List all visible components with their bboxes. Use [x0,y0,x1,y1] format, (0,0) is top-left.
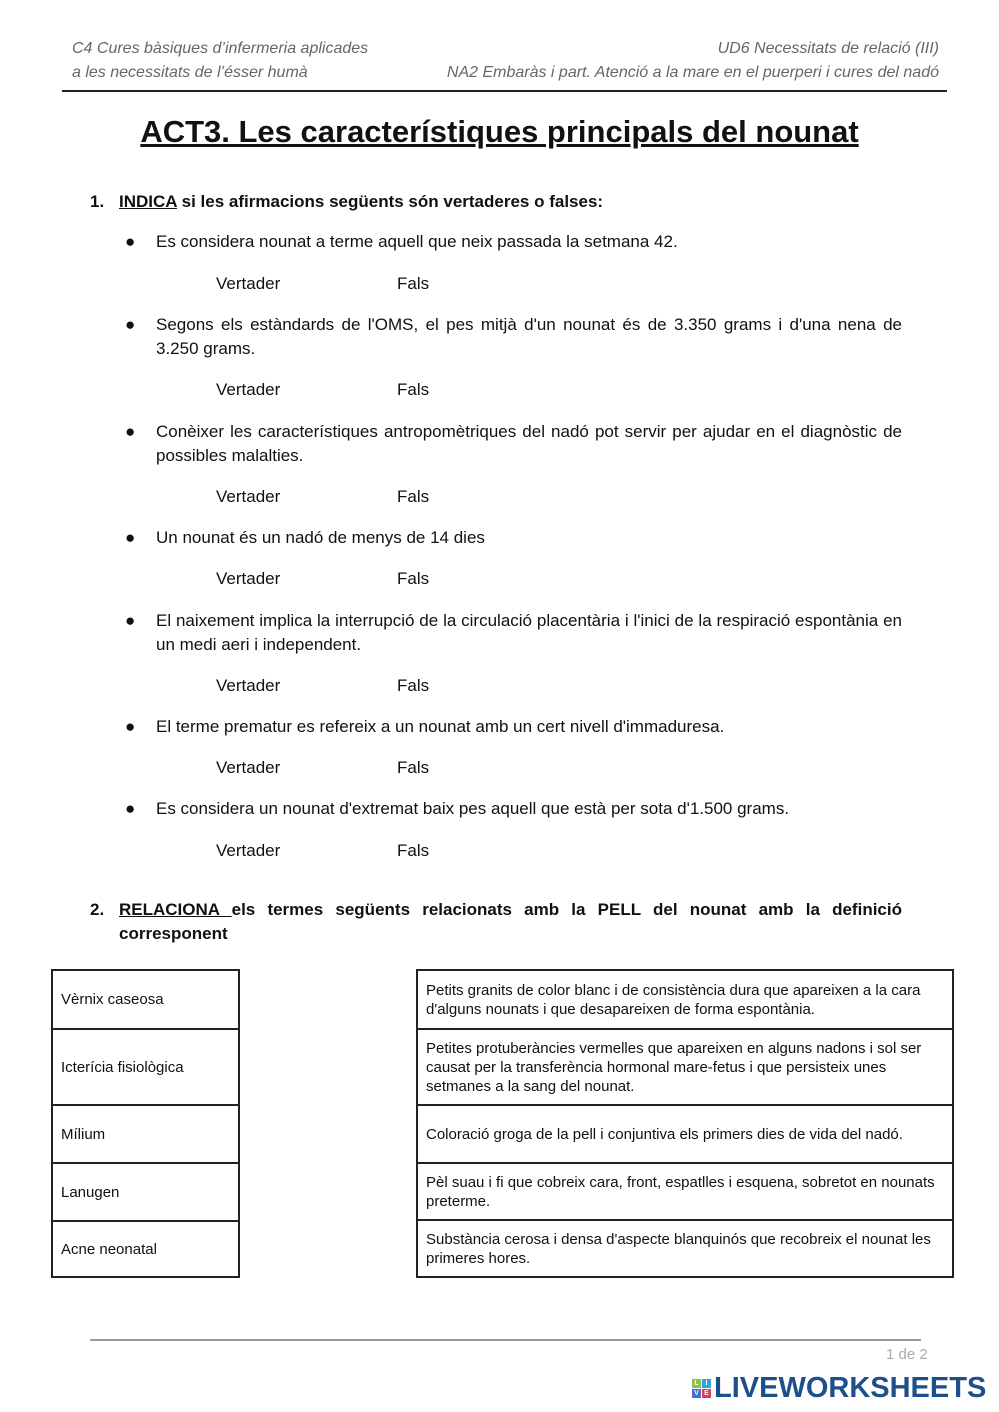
header-course-sub: a les necessitats de l’ésser humà [72,64,308,81]
definition-cell[interactable]: Petits granits de color blanc i de consistència dura que apareixen a la cara d'alguns nounats i que desapareixen de forma espontània. [417,970,953,1029]
statement [125,797,902,821]
page-title: ACT3. Les característiques principals del nounat [140,114,859,149]
footer-divider [90,1339,921,1341]
header-right [447,37,939,85]
option-true[interactable]: Vertader [216,380,281,399]
header-unit: UD6 Necessitats de relació (III) [717,40,939,57]
option-false[interactable]: Fals [397,380,430,399]
statement-text: Es considera un nounat d'extremat baix pes aquell que està per sota d'1.500 grams. [156,799,790,818]
header-divider [62,90,947,92]
question-1 [90,190,902,214]
option-false[interactable]: Fals [397,841,430,860]
option-true[interactable]: Vertader [216,758,281,777]
option-false[interactable]: Fals [397,487,430,506]
statement [125,230,902,254]
term-cell[interactable]: Vèrnix caseosa [52,970,239,1029]
term-cell[interactable]: Icterícia fisiològica [52,1029,239,1105]
option-false[interactable]: Fals [397,569,430,588]
bullet-icon: ● [125,315,136,334]
logo-letter: V [692,1389,701,1398]
statement [125,609,902,657]
header-left [72,37,368,85]
option-false[interactable]: Fals [397,274,430,293]
header-topic: NA2 Embaràs i part. Atenció a la mare en el puerperi i cures del nadó [446,64,939,81]
question-keyword: INDICA [119,192,177,211]
option-true[interactable]: Vertader [216,676,281,695]
option-true[interactable]: Vertader [216,841,281,860]
definition-cell[interactable]: Petites protuberàncies vermelles que apareixen en alguns nadons i sol ser causat per la transferència hormonal mare-fetus i que persisteix unes setmanes a la sang del nounat. [417,1029,953,1105]
logo-text: LIVEWORKSHEETS [714,1372,987,1404]
statement [125,420,902,468]
term-cell[interactable]: Mílium [52,1105,239,1163]
statement-text: El naixement implica la interrupció de la circulació placentària i l'inici de la respiració espontània en un medi aeri i independent. [156,611,902,654]
definition-cell[interactable]: Coloració groga de la pell i conjuntiva els primers dies de vida del nadó. [417,1105,953,1163]
statement-text: Conèixer les característiques antropomètriques del nadó pot servir per ajudar en el diagnòstic de possibles malalties. [156,422,902,465]
logo-letter: E [702,1389,711,1398]
question-keyword: RELACIONA [119,900,232,919]
term-cell[interactable]: Lanugen [52,1163,239,1221]
header-course: C4 Cures bàsiques d’infermeria aplicades [72,40,369,57]
option-false[interactable]: Fals [397,676,430,695]
statement-text: El terme prematur es refereix a un nounat amb un cert nivell d'immaduresa. [156,717,725,736]
terms-table [51,969,240,1278]
bullet-icon: ● [125,232,136,251]
definitions-table [416,969,954,1278]
statement-text: Es considera nounat a terme aquell que neix passada la setmana 42. [156,232,678,251]
definition-cell[interactable]: Pèl suau i fi que cobreix cara, front, espatlles i esquena, sobretot en nounats preterme. [417,1163,953,1220]
question-text: si les afirmacions següents són vertaderes o falses: [176,192,604,211]
logo-icon [692,1379,711,1398]
bullet-icon: ● [125,611,136,630]
statement [125,313,902,361]
option-true[interactable]: Vertader [216,487,281,506]
page-number: 1 de 2 [886,1346,928,1363]
liveworksheets-logo [692,1372,986,1404]
logo-letter: I [702,1379,711,1388]
option-false[interactable]: Fals [397,758,430,777]
bullet-icon: ● [125,422,136,441]
question-2 [90,898,902,946]
bullet-icon: ● [125,528,136,547]
term-cell[interactable]: Acne neonatal [52,1221,239,1277]
bullet-icon: ● [125,799,136,818]
statement [125,715,902,739]
question-number: 2. [90,900,105,919]
question-number: 1. [90,192,105,211]
logo-letter: L [692,1379,701,1388]
bullet-icon: ● [125,717,136,736]
option-true[interactable]: Vertader [216,569,281,588]
statement [125,526,902,550]
option-true[interactable]: Vertader [216,274,281,293]
definition-cell[interactable]: Substància cerosa i densa d'aspecte blanquinós que recobreix el nounat les primeres hores. [417,1220,953,1277]
statement-text: Un nounat és un nadó de menys de 14 dies [156,528,485,547]
question-text: els termes següents relacionats amb la PELL del nounat amb la definició corresponent [119,900,902,943]
statement-text: Segons els estàndards de l'OMS, el pes mitjà d'un nounat és de 3.350 grams i d'una nena de 3.250 grams. [156,315,902,358]
